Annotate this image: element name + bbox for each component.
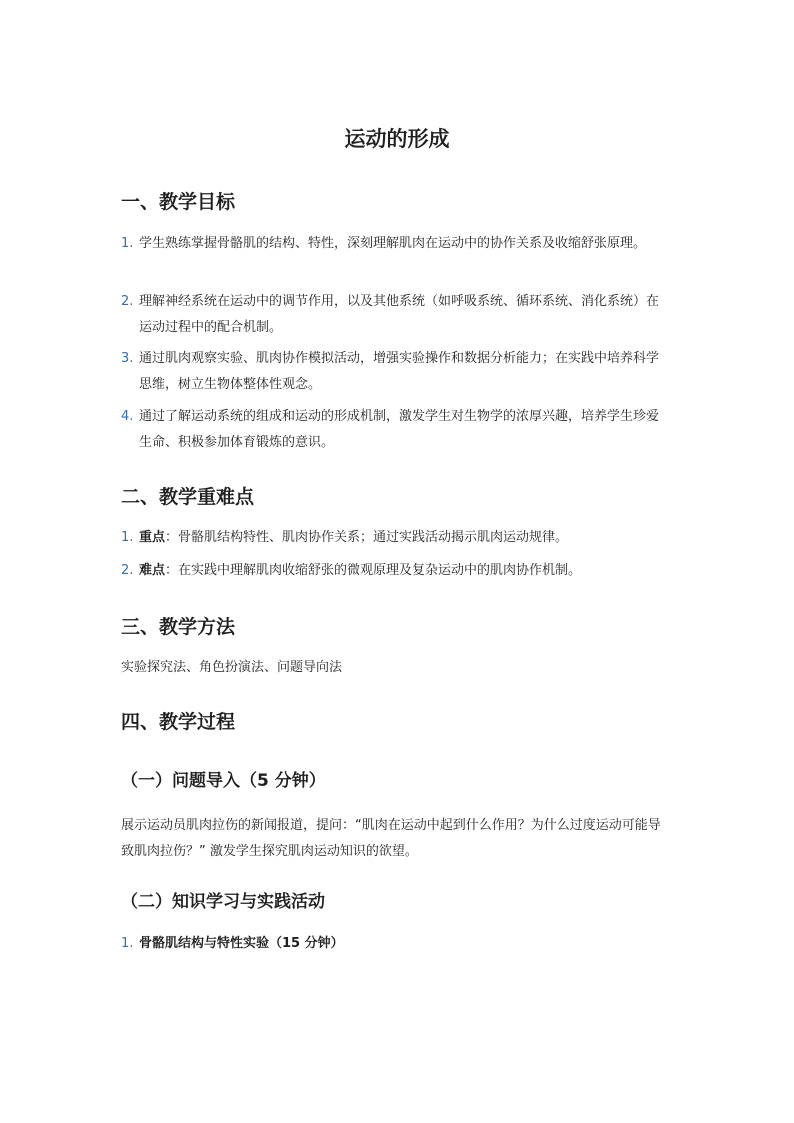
list-text: 通过肌肉观察实验、肌肉协作模拟活动，增强实验操作和数据分析能力；在实践中培养科学思维，树立生物体整体性观念。 bbox=[139, 351, 660, 392]
section-heading-objectives: 一、教学目标 bbox=[121, 191, 236, 213]
list-label: 难点 bbox=[139, 563, 166, 578]
list-item bbox=[121, 525, 669, 551]
list-text: 骨骼肌结构与特性实验（15 分钟） bbox=[139, 936, 344, 951]
section-heading-key-points: 二、教学重难点 bbox=[121, 486, 255, 508]
methods-text: 实验探究法、角色扮演法、问题导向法 bbox=[121, 660, 343, 675]
list-text: ：骨骼肌结构特性、肌肉协作关系；通过实践活动揭示肌肉运动规律。 bbox=[165, 530, 569, 545]
list-item bbox=[121, 231, 669, 257]
list-text: 学生熟练掌握骨骼肌的结构、特性，深刻理解肌肉在运动中的协作关系及收缩舒张原理。 bbox=[139, 236, 647, 251]
list-item bbox=[121, 346, 669, 398]
section-heading-methods: 三、教学方法 bbox=[121, 616, 236, 638]
list-number: 1. bbox=[121, 236, 134, 251]
section-heading-process: 四、教学过程 bbox=[121, 711, 236, 733]
list-item bbox=[121, 931, 669, 957]
subsection-heading-intro: （一）问题导入（5 分钟） bbox=[121, 771, 326, 791]
list-number: 2. bbox=[121, 294, 134, 309]
list-text: 理解神经系统在运动中的调节作用，以及其他系统（如呼吸系统、循环系统、消化系统）在运动过程中的配合机制。 bbox=[139, 294, 660, 335]
list-item bbox=[121, 289, 669, 341]
list-item bbox=[121, 404, 669, 456]
list-label: 重点 bbox=[139, 530, 166, 545]
list-item bbox=[121, 558, 669, 584]
list-text: 通过了解运动系统的组成和运动的形成机制，激发学生对生物学的浓厚兴趣，培养学生珍爱生命、积极参加体育锻炼的意识。 bbox=[139, 409, 660, 450]
document-title: 运动的形成 bbox=[344, 127, 450, 151]
list-number: 4. bbox=[121, 409, 134, 424]
list-number: 3. bbox=[121, 351, 134, 366]
intro-text: 展示运动员肌肉拉伤的新闻报道，提问：“肌肉在运动中起到什么作用？为什么过度运动可能导致肌肉拉伤？” 激发学生探究肌肉运动知识的欲望。 bbox=[121, 818, 661, 859]
list-text: ：在实践中理解肌肉收缩舒张的微观原理及复杂运动中的肌肉协作机制。 bbox=[165, 563, 582, 578]
list-number: 1. bbox=[121, 936, 134, 951]
list-number: 2. bbox=[121, 563, 134, 578]
subsection-heading-activities: （二）知识学习与实践活动 bbox=[121, 892, 325, 912]
list-number: 1. bbox=[121, 530, 134, 545]
